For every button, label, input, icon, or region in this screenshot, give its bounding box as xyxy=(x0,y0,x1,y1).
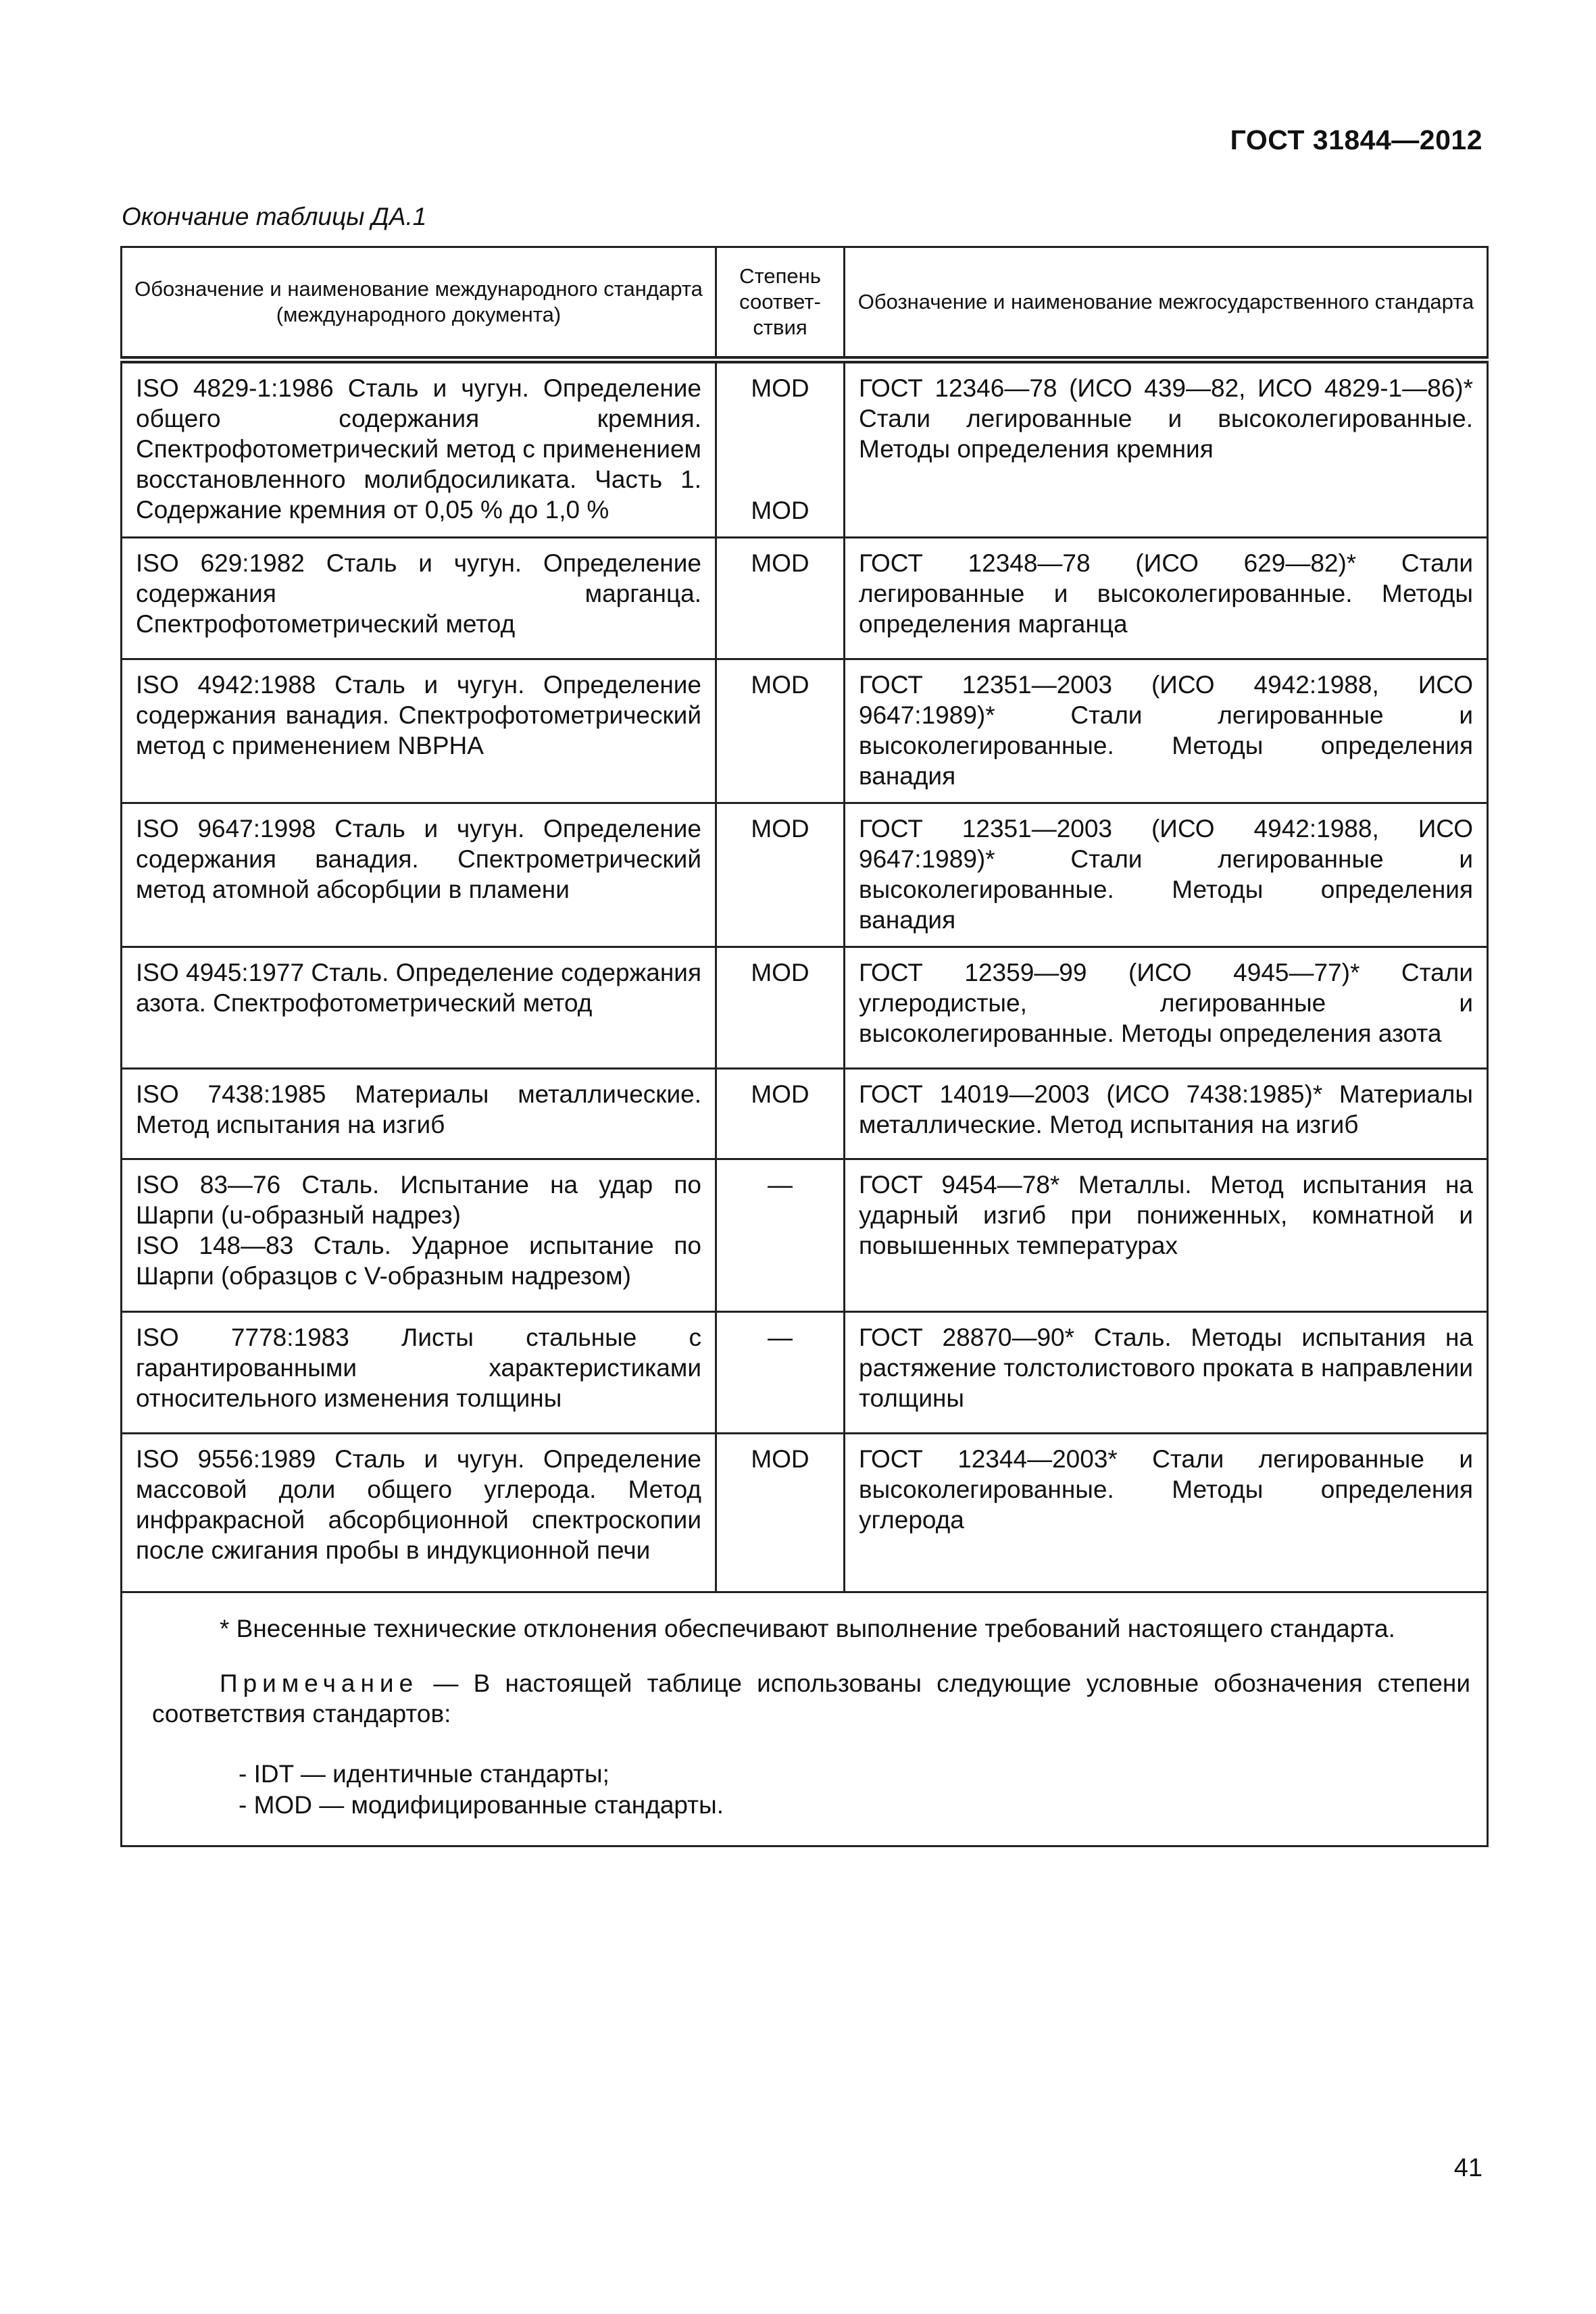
notes-row xyxy=(122,1592,1488,1846)
column-header-international: Обозначение и наименование международного стандарта (международного документа) xyxy=(122,247,716,360)
degree-cell: MOD xyxy=(716,659,845,803)
column-header-degree: Степень соответ-ствия xyxy=(716,247,845,360)
degree-cell: — xyxy=(716,1159,845,1312)
degree-cell: MOD xyxy=(716,1069,845,1159)
intl-standard-text: ISO 148—83 Сталь. Ударное испытание по Шарпи (образцов с V-образным надрезом) xyxy=(136,1232,701,1290)
table-row xyxy=(122,1069,1488,1159)
note-text: — В настоящей таблице использованы следующие условные обозначения степени соответствия стандартов: xyxy=(152,1669,1470,1728)
note xyxy=(152,1668,1470,1729)
interstate-standard-cell: ГОСТ 12351—2003 (ИСО 4942:1988, ИСО 9647:1989)* Стали легированные и высоколегированные. Методы определения ванадия xyxy=(845,803,1488,947)
intl-standard-text: ISO 83—76 Сталь. Испытание на удар по Шарпи (u-образный надрез) xyxy=(136,1171,701,1229)
note-label: Примечание xyxy=(220,1669,419,1697)
degree-cell: — xyxy=(716,1312,845,1434)
degree-cell: MOD xyxy=(716,947,845,1069)
degree-cell xyxy=(716,360,845,538)
interstate-standard-cell: ГОСТ 9454—78* Металлы. Метод испытания на ударный изгиб при пониженных, комнатной и повышенных температурах xyxy=(845,1159,1488,1312)
degree-cell: MOD xyxy=(716,538,845,659)
intl-standard-cell: ISO 4945:1977 Сталь. Определение содержания азота. Спектрофотометрический метод xyxy=(122,947,716,1069)
interstate-standard-cell: ГОСТ 12346—78 (ИСО 439—82, ИСО 4829-1—86)* Стали легированные и высоколегированные. Методы определения кремния xyxy=(845,360,1488,538)
table-row xyxy=(122,360,1488,538)
interstate-standard-cell: ГОСТ 14019—2003 (ИСО 7438:1985)* Материалы металлические. Метод испытания на изгиб xyxy=(845,1069,1488,1159)
legend-item: - IDT — идентичные стандарты; xyxy=(239,1760,609,1788)
intl-standard-cell xyxy=(122,1159,716,1312)
footnote: * Внесенные технические отклонения обеспечивают выполнение требований настоящего стандарта. xyxy=(220,1615,1395,1642)
table-row xyxy=(122,1159,1488,1312)
legend-list xyxy=(152,1759,1470,1821)
intl-standard-cell: ISO 7778:1983 Листы стальные с гарантированными характеристиками относительного изменения толщины xyxy=(122,1312,716,1434)
table-row xyxy=(122,659,1488,803)
table-caption: Окончание таблицы ДА.1 xyxy=(122,203,427,230)
interstate-standard-cell: ГОСТ 12348—78 (ИСО 629—82)* Стали легированные и высоколегированные. Методы определения марганца xyxy=(845,538,1488,659)
interstate-standard-cell: ГОСТ 12359—99 (ИСО 4945—77)* Стали углеродистые, легированные и высоколегированные. Методы определения азота xyxy=(845,947,1488,1069)
intl-standard-cell: ISO 7438:1985 Материалы металлические. Метод испытания на изгиб xyxy=(122,1069,716,1159)
interstate-standard-cell: ГОСТ 12344—2003* Стали легированные и высоколегированные. Методы определения углерода xyxy=(845,1434,1488,1592)
correspondence-table xyxy=(120,246,1489,1847)
table-row xyxy=(122,803,1488,947)
table-row xyxy=(122,538,1488,659)
interstate-standard-cell: ГОСТ 28870—90* Сталь. Методы испытания на растяжение толстолистового проката в направлении толщины xyxy=(845,1312,1488,1434)
intl-standard-cell: ISO 9556:1989 Сталь и чугун. Определение массовой доли общего углерода. Метод инфракрасной абсорбционной спектроскопии после сжигания пробы в индукционной печи xyxy=(122,1434,716,1592)
intl-standard-cell: ISO 4829-1:1986 Сталь и чугун. Определение общего содержания кремния. Спектрофотометрический метод с применением восстановленного молибдосиликата. Часть 1. Содержание кремния от 0,05 % до 1,0 % xyxy=(122,360,716,538)
degree-cell: MOD xyxy=(716,803,845,947)
table-row xyxy=(122,1312,1488,1434)
intl-standard-cell: ISO 629:1982 Сталь и чугун. Определение содержания марганца. Спектрофотометрический метод xyxy=(122,538,716,659)
column-header-interstate: Обозначение и наименование межгосударственного стандарта xyxy=(845,247,1488,360)
table-header-row xyxy=(122,247,1488,360)
interstate-standard-cell: ГОСТ 12351—2003 (ИСО 4942:1988, ИСО 9647:1989)* Стали легированные и высоколегированные. Методы определения ванадия xyxy=(845,659,1488,803)
table-row xyxy=(122,947,1488,1069)
page-number: 41 xyxy=(1453,2154,1482,2182)
degree-value: MOD xyxy=(751,497,809,524)
legend-item: - MOD — модифицированные стандарты. xyxy=(239,1791,724,1819)
intl-standard-cell: ISO 9647:1998 Сталь и чугун. Определение содержания ванадия. Спектрометрический метод атомной абсорбции в пламени xyxy=(122,803,716,947)
notes-cell xyxy=(122,1592,1488,1846)
degree-value: MOD xyxy=(751,374,809,402)
document-code: ГОСТ 31844—2012 xyxy=(1230,124,1482,155)
degree-cell: MOD xyxy=(716,1434,845,1592)
intl-standard-cell: ISO 4942:1988 Сталь и чугун. Определение содержания ванадия. Спектрофотометрический метод с применением NBPHA xyxy=(122,659,716,803)
table-row xyxy=(122,1434,1488,1592)
